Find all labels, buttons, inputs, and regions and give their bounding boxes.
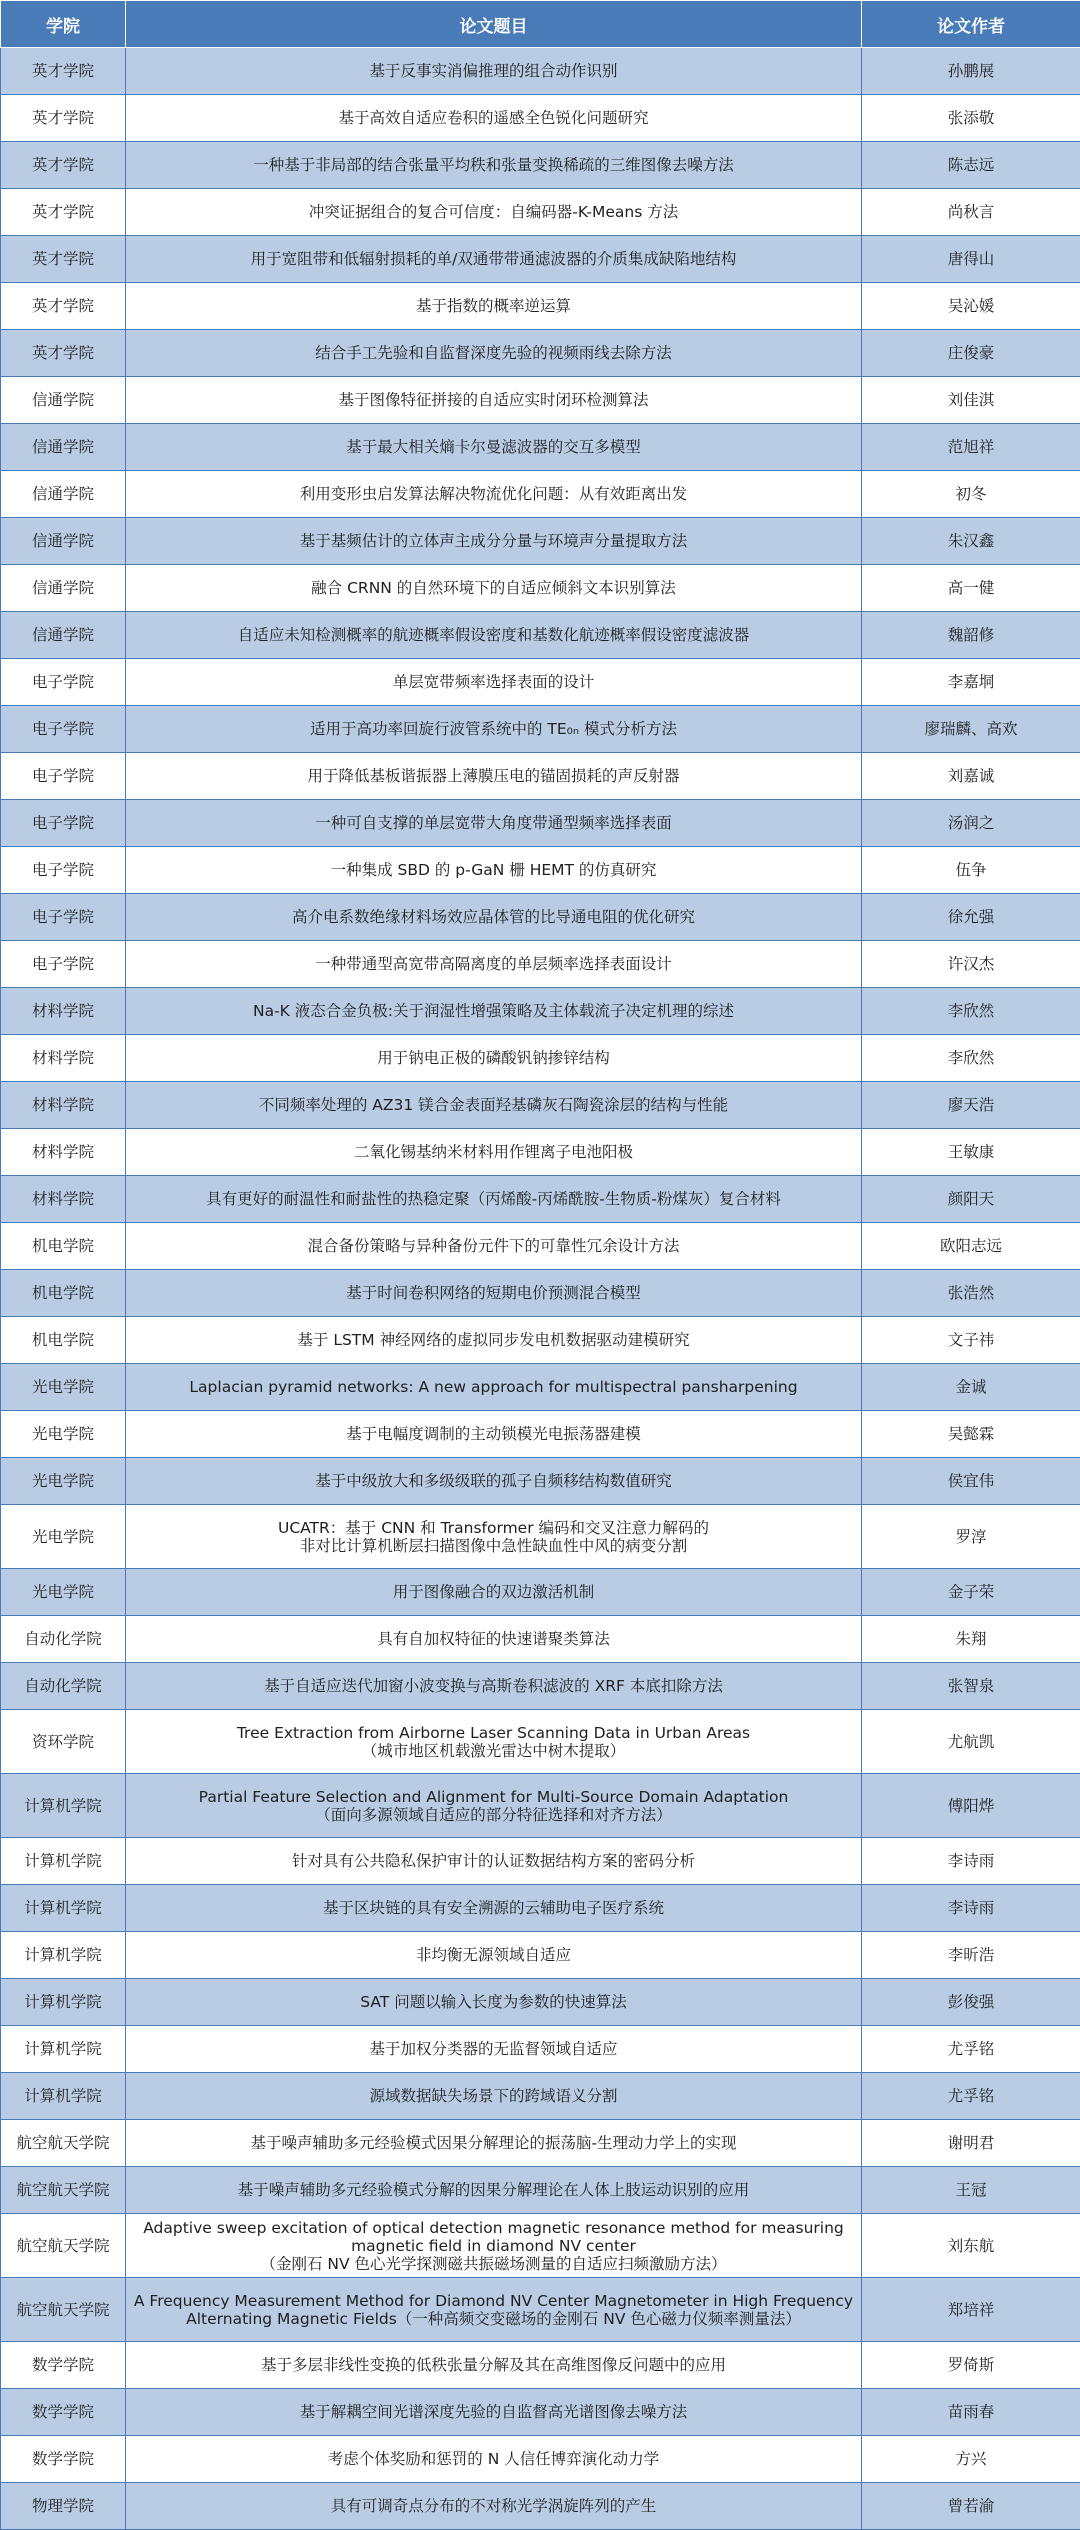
author-cell: 曾若渝 (862, 2483, 1080, 2530)
table-row (1, 565, 1080, 612)
title-cell: 基于反事实消偏推理的组合动作识别 (126, 48, 862, 95)
college-cell: 英才学院 (1, 283, 126, 330)
college-cell: 英才学院 (1, 142, 126, 189)
author-cell: 傅阳烨 (862, 1774, 1080, 1838)
college-cell: 信通学院 (1, 424, 126, 471)
table-row (1, 1129, 1080, 1176)
table-row (1, 941, 1080, 988)
college-cell: 英才学院 (1, 189, 126, 236)
table-row (1, 894, 1080, 941)
college-cell: 英才学院 (1, 95, 126, 142)
author-cell: 魏韶修 (862, 612, 1080, 659)
college-cell: 材料学院 (1, 1035, 126, 1082)
table-row (1, 2278, 1080, 2342)
title-cell: 一种带通型高宽带高隔离度的单层频率选择表面设计 (126, 941, 862, 988)
author-cell: 汤润之 (862, 800, 1080, 847)
college-cell: 机电学院 (1, 1223, 126, 1270)
title-cell: 非均衡无源领域自适应 (126, 1932, 862, 1979)
author-cell: 尚秋言 (862, 189, 1080, 236)
table-row (1, 1932, 1080, 1979)
college-cell: 电子学院 (1, 941, 126, 988)
title-cell: Adaptive sweep excitation of optical detection magnetic resonance method for measuring magnetic field in diamond NV center （金刚石 NV 色心光学探测磁共振磁场测量的自适应扫频激励方法） (126, 2214, 862, 2278)
table-body (1, 48, 1080, 2530)
author-cell: 许汉杰 (862, 941, 1080, 988)
college-cell: 航空航天学院 (1, 2120, 126, 2167)
title-cell: 用于图像融合的双边激活机制 (126, 1569, 862, 1616)
title-cell: 源域数据缺失场景下的跨域语义分割 (126, 2073, 862, 2120)
author-cell: 刘嘉诚 (862, 753, 1080, 800)
title-cell: 自适应未知检测概率的航迹概率假设密度和基数化航迹概率假设密度滤波器 (126, 612, 862, 659)
author-cell: 金子荣 (862, 1569, 1080, 1616)
title-cell: 基于指数的概率逆运算 (126, 283, 862, 330)
author-cell: 唐得山 (862, 236, 1080, 283)
college-column-header: 学院 (1, 1, 126, 48)
college-cell: 计算机学院 (1, 2073, 126, 2120)
author-cell: 李嘉垌 (862, 659, 1080, 706)
author-cell: 李欣然 (862, 1035, 1080, 1082)
college-cell: 信通学院 (1, 565, 126, 612)
author-cell: 吴懿霖 (862, 1411, 1080, 1458)
table-row (1, 988, 1080, 1035)
header-row (1, 1, 1080, 48)
college-cell: 电子学院 (1, 659, 126, 706)
author-cell: 尤孚铭 (862, 2026, 1080, 2073)
author-cell: 高一健 (862, 565, 1080, 612)
title-cell: Tree Extraction from Airborne Laser Scanning Data in Urban Areas （城市地区机载激光雷达中树木提取） (126, 1710, 862, 1774)
author-cell: 尤航凯 (862, 1710, 1080, 1774)
author-cell: 彭俊强 (862, 1979, 1080, 2026)
title-cell: Laplacian pyramid networks: A new approach for multispectral pansharpening (126, 1364, 862, 1411)
table-row (1, 2214, 1080, 2278)
table-row (1, 659, 1080, 706)
title-cell: Na-K 液态合金负极:关于润湿性增强策略及主体载流子决定机理的综述 (126, 988, 862, 1035)
table-row (1, 2436, 1080, 2483)
table-row (1, 2073, 1080, 2120)
title-cell: 具有可调奇点分布的不对称光学涡旋阵列的产生 (126, 2483, 862, 2530)
title-cell: 针对具有公共隐私保护审计的认证数据结构方案的密码分析 (126, 1838, 862, 1885)
table-row (1, 1411, 1080, 1458)
college-cell: 机电学院 (1, 1270, 126, 1317)
author-cell: 张添敬 (862, 95, 1080, 142)
college-cell: 光电学院 (1, 1505, 126, 1569)
college-cell: 计算机学院 (1, 1838, 126, 1885)
title-cell: 利用变形虫启发算法解决物流优化问题：从有效距离出发 (126, 471, 862, 518)
college-cell: 计算机学院 (1, 1932, 126, 1979)
title-cell: 基于高效自适应卷积的遥感全色锐化问题研究 (126, 95, 862, 142)
table-row (1, 1082, 1080, 1129)
author-cell: 庄俊豪 (862, 330, 1080, 377)
college-cell: 材料学院 (1, 1176, 126, 1223)
college-cell: 资环学院 (1, 1710, 126, 1774)
author-cell: 廖瑞麟、高欢 (862, 706, 1080, 753)
table-row (1, 142, 1080, 189)
college-cell: 材料学院 (1, 988, 126, 1035)
author-cell: 初冬 (862, 471, 1080, 518)
author-cell: 苗雨春 (862, 2389, 1080, 2436)
author-cell: 刘佳淇 (862, 377, 1080, 424)
author-cell: 范旭祥 (862, 424, 1080, 471)
title-cell: 基于 LSTM 神经网络的虚拟同步发电机数据驱动建模研究 (126, 1317, 862, 1364)
table-row (1, 1885, 1080, 1932)
table-row (1, 847, 1080, 894)
table-row (1, 48, 1080, 95)
table-row (1, 330, 1080, 377)
author-cell: 张浩然 (862, 1270, 1080, 1317)
table-row (1, 2120, 1080, 2167)
author-cell: 李欣然 (862, 988, 1080, 1035)
author-cell: 吴沁媛 (862, 283, 1080, 330)
title-cell: 不同频率处理的 AZ31 镁合金表面羟基磷灰石陶瓷涂层的结构与性能 (126, 1082, 862, 1129)
title-cell: 混合备份策略与异种备份元件下的可靠性冗余设计方法 (126, 1223, 862, 1270)
title-cell: 适用于高功率回旋行波管系统中的 TE₀ₙ 模式分析方法 (126, 706, 862, 753)
college-cell: 航空航天学院 (1, 2167, 126, 2214)
title-cell: 基于电幅度调制的主动锁模光电振荡器建模 (126, 1411, 862, 1458)
title-cell: UCATR：基于 CNN 和 Transformer 编码和交叉注意力解码的 非对比计算机断层扫描图像中急性缺血性中风的病变分割 (126, 1505, 862, 1569)
table-row (1, 518, 1080, 565)
college-cell: 光电学院 (1, 1458, 126, 1505)
table-row (1, 1979, 1080, 2026)
table-row (1, 1569, 1080, 1616)
author-cell: 张智泉 (862, 1663, 1080, 1710)
title-cell: 一种可自支撑的单层宽带大角度带通型频率选择表面 (126, 800, 862, 847)
table-row (1, 706, 1080, 753)
author-cell: 李诗雨 (862, 1885, 1080, 1932)
table-row (1, 1176, 1080, 1223)
table-row (1, 189, 1080, 236)
college-cell: 英才学院 (1, 330, 126, 377)
table-row (1, 95, 1080, 142)
author-cell: 李昕浩 (862, 1932, 1080, 1979)
title-cell: 单层宽带频率选择表面的设计 (126, 659, 862, 706)
title-cell: 基于最大相关熵卡尔曼滤波器的交互多模型 (126, 424, 862, 471)
title-cell: 冲突证据组合的复合可信度：自编码器-K-Means 方法 (126, 189, 862, 236)
table-row (1, 1663, 1080, 1710)
author-cell: 颜阳天 (862, 1176, 1080, 1223)
table-row (1, 471, 1080, 518)
title-cell: 基于时间卷积网络的短期电价预测混合模型 (126, 1270, 862, 1317)
title-cell: 基于解耦空间光谱深度先验的自监督高光谱图像去噪方法 (126, 2389, 862, 2436)
title-cell: 高介电系数绝缘材料场效应晶体管的比导通电阻的优化研究 (126, 894, 862, 941)
title-cell: Partial Feature Selection and Alignment for Multi-Source Domain Adaptation （面向多源领域自适应的部分特征选择和对齐方法） (126, 1774, 862, 1838)
table-row (1, 1364, 1080, 1411)
table-row (1, 1505, 1080, 1569)
college-cell: 电子学院 (1, 894, 126, 941)
author-cell: 方兴 (862, 2436, 1080, 2483)
title-cell: 基于加权分类器的无监督领域自适应 (126, 2026, 862, 2073)
college-cell: 电子学院 (1, 753, 126, 800)
table-row (1, 2389, 1080, 2436)
title-cell: 基于区块链的具有安全溯源的云辅助电子医疗系统 (126, 1885, 862, 1932)
college-cell: 材料学院 (1, 1082, 126, 1129)
author-cell: 陈志远 (862, 142, 1080, 189)
author-cell: 欧阳志远 (862, 1223, 1080, 1270)
title-cell: 基于自适应迭代加窗小波变换与高斯卷积滤波的 XRF 本底扣除方法 (126, 1663, 862, 1710)
table-row (1, 2026, 1080, 2073)
author-cell: 文子祎 (862, 1317, 1080, 1364)
table-row (1, 2167, 1080, 2214)
college-cell: 数学学院 (1, 2389, 126, 2436)
table-row (1, 283, 1080, 330)
title-cell: 考虑个体奖励和惩罚的 N 人信任博弈演化动力学 (126, 2436, 862, 2483)
table-row (1, 424, 1080, 471)
title-cell: 具有自加权特征的快速谱聚类算法 (126, 1616, 862, 1663)
college-cell: 电子学院 (1, 847, 126, 894)
author-cell: 王冠 (862, 2167, 1080, 2214)
author-cell: 徐允强 (862, 894, 1080, 941)
table-row (1, 1458, 1080, 1505)
title-cell: 一种集成 SBD 的 p-GaN 栅 HEMT 的仿真研究 (126, 847, 862, 894)
title-column-header: 论文题目 (126, 1, 862, 48)
college-cell: 信通学院 (1, 612, 126, 659)
author-cell: 孙鹏展 (862, 48, 1080, 95)
table-row (1, 1035, 1080, 1082)
college-cell: 信通学院 (1, 518, 126, 565)
college-cell: 英才学院 (1, 48, 126, 95)
table-row (1, 1838, 1080, 1885)
college-cell: 信通学院 (1, 377, 126, 424)
author-cell: 罗倚斯 (862, 2342, 1080, 2389)
title-cell: SAT 问题以输入长度为参数的快速算法 (126, 1979, 862, 2026)
table-row (1, 612, 1080, 659)
college-cell: 电子学院 (1, 800, 126, 847)
college-cell: 数学学院 (1, 2342, 126, 2389)
college-cell: 物理学院 (1, 2483, 126, 2530)
title-cell: 基于基频估计的立体声主成分分量与环境声分量提取方法 (126, 518, 862, 565)
author-cell: 朱翔 (862, 1616, 1080, 1663)
table-row (1, 2483, 1080, 2530)
table-row (1, 1317, 1080, 1364)
table-row (1, 1774, 1080, 1838)
college-cell: 光电学院 (1, 1364, 126, 1411)
college-cell: 信通学院 (1, 471, 126, 518)
table-row (1, 800, 1080, 847)
college-cell: 自动化学院 (1, 1663, 126, 1710)
college-cell: 光电学院 (1, 1411, 126, 1458)
table-row (1, 2342, 1080, 2389)
title-cell: 用于钠电正极的磷酸钒钠掺锌结构 (126, 1035, 862, 1082)
college-cell: 英才学院 (1, 236, 126, 283)
title-cell: 基于噪声辅助多元经验模式因果分解理论的振荡脑-生理动力学上的实现 (126, 2120, 862, 2167)
college-cell: 航空航天学院 (1, 2214, 126, 2278)
title-cell: 用于宽阻带和低辐射损耗的单/双通带带通滤波器的介质集成缺陷地结构 (126, 236, 862, 283)
title-cell: 基于噪声辅助多元经验模式分解的因果分解理论在人体上肢运动识别的应用 (126, 2167, 862, 2214)
author-cell: 尤孚铭 (862, 2073, 1080, 2120)
title-cell: 基于中级放大和多级级联的孤子自频移结构数值研究 (126, 1458, 862, 1505)
title-cell: 融合 CRNN 的自然环境下的自适应倾斜文本识别算法 (126, 565, 862, 612)
college-cell: 航空航天学院 (1, 2278, 126, 2342)
title-cell: 一种基于非局部的结合张量平均秩和张量变换稀疏的三维图像去噪方法 (126, 142, 862, 189)
title-cell: 具有更好的耐温性和耐盐性的热稳定聚（丙烯酸-丙烯酰胺-生物质-粉煤灰）复合材料 (126, 1176, 862, 1223)
author-cell: 廖天浩 (862, 1082, 1080, 1129)
title-cell: 基于图像特征拼接的自适应实时闭环检测算法 (126, 377, 862, 424)
author-cell: 伍争 (862, 847, 1080, 894)
author-cell: 侯宜伟 (862, 1458, 1080, 1505)
table-row (1, 236, 1080, 283)
title-cell: 基于多层非线性变换的低秩张量分解及其在高维图像反问题中的应用 (126, 2342, 862, 2389)
author-cell: 朱汉鑫 (862, 518, 1080, 565)
college-cell: 数学学院 (1, 2436, 126, 2483)
college-cell: 计算机学院 (1, 1774, 126, 1838)
title-cell: 结合手工先验和自监督深度先验的视频雨线去除方法 (126, 330, 862, 377)
author-cell: 李诗雨 (862, 1838, 1080, 1885)
college-cell: 自动化学院 (1, 1616, 126, 1663)
table-row (1, 1710, 1080, 1774)
author-cell: 郑培祥 (862, 2278, 1080, 2342)
table-row (1, 1616, 1080, 1663)
college-cell: 计算机学院 (1, 1885, 126, 1932)
table-row (1, 1270, 1080, 1317)
author-cell: 王敏康 (862, 1129, 1080, 1176)
author-column-header: 论文作者 (862, 1, 1080, 48)
college-cell: 机电学院 (1, 1317, 126, 1364)
college-cell: 计算机学院 (1, 1979, 126, 2026)
college-cell: 材料学院 (1, 1129, 126, 1176)
college-cell: 电子学院 (1, 706, 126, 753)
title-cell: 二氧化锡基纳米材料用作锂离子电池阳极 (126, 1129, 862, 1176)
college-cell: 计算机学院 (1, 2026, 126, 2073)
college-cell: 光电学院 (1, 1569, 126, 1616)
author-cell: 罗淳 (862, 1505, 1080, 1569)
table-row (1, 377, 1080, 424)
title-cell: 用于降低基板谐振器上薄膜压电的锚固损耗的声反射器 (126, 753, 862, 800)
table-row (1, 1223, 1080, 1270)
title-cell: A Frequency Measurement Method for Diamond NV Center Magnetometer in High Frequency Alternating Magnetic Fields（一种高频交变磁场的金刚石 NV 色心磁力仪频率测量法） (126, 2278, 862, 2342)
table-row (1, 753, 1080, 800)
author-cell: 刘东航 (862, 2214, 1080, 2278)
author-cell: 谢明君 (862, 2120, 1080, 2167)
author-cell: 金诚 (862, 1364, 1080, 1411)
